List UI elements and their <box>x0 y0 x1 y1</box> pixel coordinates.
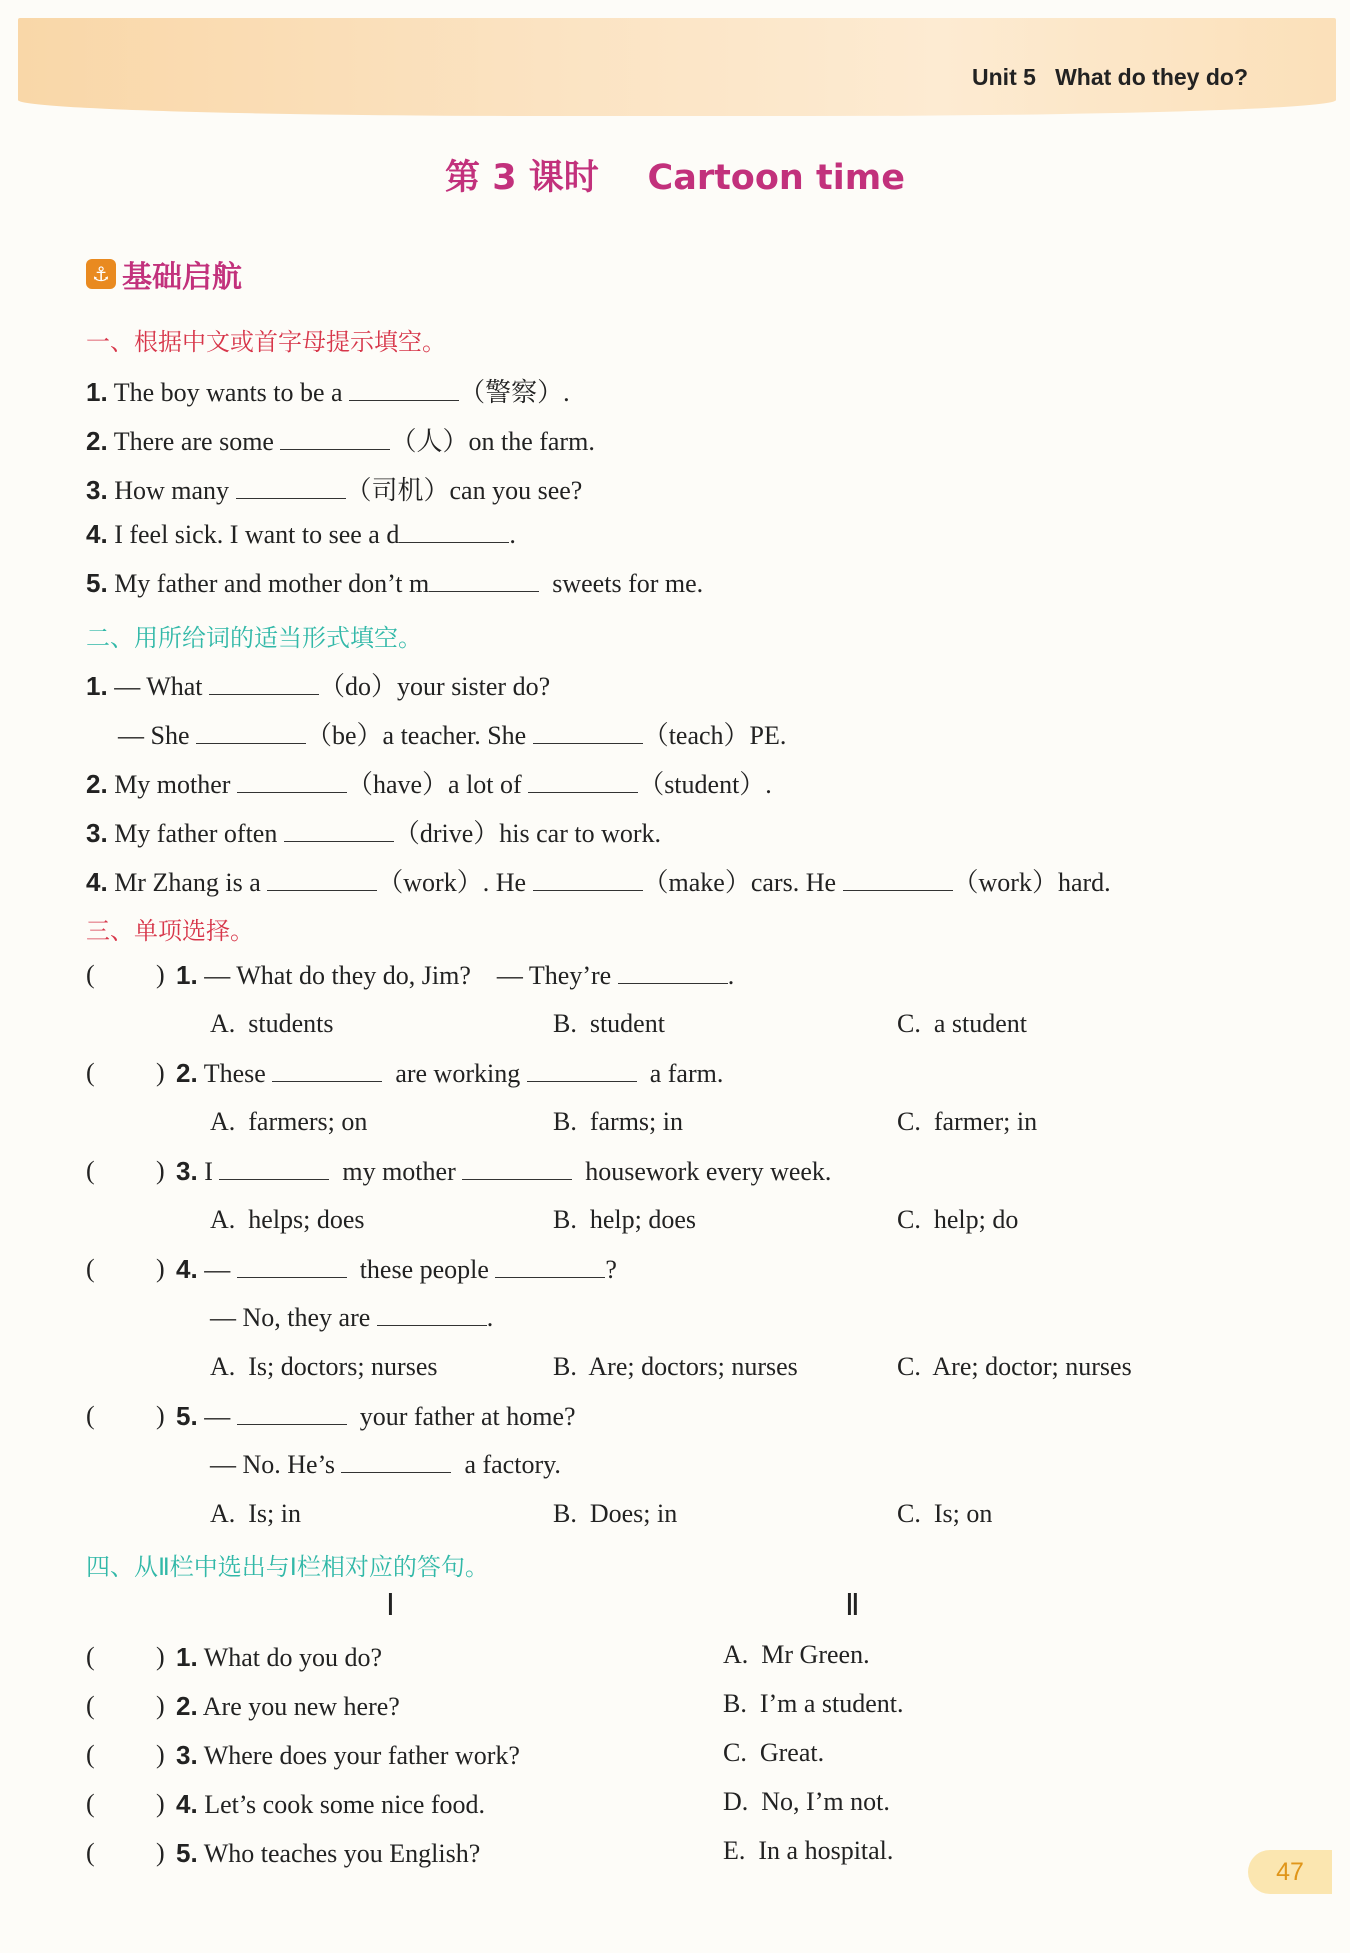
part1-title: 一、根据中文或首字母提示填空。 <box>86 328 446 356</box>
p3-q4-reply: — No, they are . <box>210 1303 494 1332</box>
answer-blank[interactable] <box>533 872 643 891</box>
answer-blank[interactable] <box>527 1063 637 1082</box>
p1-q5: 5. My father and mother don’t m sweets for me. <box>86 568 704 598</box>
answer-blank[interactable] <box>267 872 377 891</box>
p4-question-1: 1. What do you do? <box>176 1642 383 1672</box>
answer-blank[interactable] <box>237 1259 347 1278</box>
p3-q3: 3. I my mother housework every week. <box>176 1156 832 1186</box>
column-2-heading: Ⅱ <box>845 1589 860 1622</box>
p2-q1-reply: — She （be）a teacher. She （teach）PE. <box>118 721 787 750</box>
answer-blank[interactable] <box>349 382 459 401</box>
p3-q5-reply: — No. He’s a factory. <box>210 1450 561 1479</box>
p4-answer-e: E. In a hospital. <box>723 1836 894 1865</box>
unit-header <box>972 64 1248 91</box>
answer-paren-open[interactable]: ( <box>86 1740 95 1769</box>
p3-q2-option-c: C. farmer; in <box>897 1107 1038 1136</box>
p4-question-5: 5. Who teaches you English? <box>176 1838 481 1868</box>
answer-paren-close: ) <box>156 1691 165 1720</box>
p4-question-3: 3. Where does your father work? <box>176 1740 520 1770</box>
lesson-title: 第 3 课时 Cartoon time <box>445 158 905 198</box>
unit-label: Unit 5 <box>972 64 1036 90</box>
part2-title: 二、用所给词的适当形式填空。 <box>86 624 422 652</box>
answer-paren-close: ) <box>156 1254 165 1283</box>
anchor-icon: ⚓ <box>86 259 116 289</box>
column-1-heading: Ⅰ <box>386 1589 395 1622</box>
answer-paren-open[interactable]: ( <box>86 1838 95 1867</box>
answer-blank[interactable] <box>843 872 953 891</box>
p3-q5: 5. — your father at home? <box>176 1401 576 1431</box>
p4-question-2: 2. Are you new here? <box>176 1691 400 1721</box>
answer-blank[interactable] <box>341 1454 451 1473</box>
page-number: 47 <box>1248 1850 1332 1894</box>
answer-blank[interactable] <box>280 431 390 450</box>
answer-paren-close: ) <box>156 960 165 989</box>
answer-blank[interactable] <box>237 1406 347 1425</box>
answer-paren-close: ) <box>156 1838 165 1867</box>
answer-blank[interactable] <box>429 573 539 592</box>
answer-paren-open[interactable]: ( <box>86 1156 95 1185</box>
p3-q1-option-a: A. students <box>210 1009 334 1038</box>
answer-paren-close: ) <box>156 1642 165 1671</box>
p3-q4: 4. — these people ? <box>176 1254 617 1284</box>
p1-q3: 3. How many （司机）can you see? <box>86 475 583 505</box>
p2-q1: 1. — What （do）your sister do? <box>86 671 551 701</box>
p3-q5-option-c: C. Is; on <box>897 1499 993 1528</box>
answer-blank[interactable] <box>618 965 728 984</box>
p4-answer-d: D. No, I’m not. <box>723 1787 890 1816</box>
p3-q4-option-a: A. Is; doctors; nurses <box>210 1352 438 1381</box>
p1-q4: 4. I feel sick. I want to see a d . <box>86 519 516 549</box>
answer-paren-open[interactable]: ( <box>86 1401 95 1430</box>
p3-q3-option-c: C. help; do <box>897 1205 1019 1234</box>
answer-blank[interactable] <box>284 823 394 842</box>
p2-q3: 3. My father often （drive）his car to work. <box>86 818 662 848</box>
part4-title: 四、从Ⅱ栏中选出与Ⅰ栏相对应的答句。 <box>86 1553 489 1581</box>
p3-q2-option-b: B. farms; in <box>553 1107 683 1136</box>
p4-answer-c: C. Great. <box>723 1738 825 1767</box>
part3-title: 三、单项选择。 <box>86 917 254 945</box>
answer-blank[interactable] <box>196 725 306 744</box>
p3-q5-option-a: A. Is; in <box>210 1499 301 1528</box>
p3-q2: 2. These are working a farm. <box>176 1058 724 1088</box>
section-heading <box>86 252 242 296</box>
unit-title: What do they do? <box>1055 64 1248 90</box>
p1-q1: 1. The boy wants to be a （警察）. <box>86 377 570 407</box>
p3-q1: 1. — What do they do, Jim? — They’re . <box>176 960 735 990</box>
answer-blank[interactable] <box>495 1259 605 1278</box>
answer-paren-open[interactable]: ( <box>86 1642 95 1671</box>
answer-paren-close: ) <box>156 1156 165 1185</box>
answer-blank[interactable] <box>462 1161 572 1180</box>
answer-paren-open[interactable]: ( <box>86 1691 95 1720</box>
answer-paren-open[interactable]: ( <box>86 960 95 989</box>
p3-q3-option-a: A. helps; does <box>210 1205 365 1234</box>
p3-q4-option-b: B. Are; doctors; nurses <box>553 1352 798 1381</box>
p3-q4-option-c: C. Are; doctor; nurses <box>897 1352 1132 1381</box>
answer-paren-close: ) <box>156 1058 165 1087</box>
answer-blank[interactable] <box>236 480 346 499</box>
p4-answer-a: A. Mr Green. <box>723 1640 870 1669</box>
p2-q2: 2. My mother （have）a lot of （student）. <box>86 769 772 799</box>
p2-q4: 4. Mr Zhang is a （work）. He （make）cars. He （work）hard. <box>86 867 1111 897</box>
answer-blank[interactable] <box>237 774 347 793</box>
answer-paren-open[interactable]: ( <box>86 1058 95 1087</box>
answer-paren-close: ) <box>156 1740 165 1769</box>
answer-paren-close: ) <box>156 1401 165 1430</box>
p4-answer-b: B. I’m a student. <box>723 1689 904 1718</box>
section-title: 基础启航 <box>122 260 242 295</box>
p3-q2-option-a: A. farmers; on <box>210 1107 368 1136</box>
answer-blank[interactable] <box>272 1063 382 1082</box>
answer-paren-close: ) <box>156 1789 165 1818</box>
answer-blank[interactable] <box>377 1307 487 1326</box>
answer-blank[interactable] <box>533 725 643 744</box>
p1-q2: 2. There are some （人）on the farm. <box>86 426 595 456</box>
answer-blank[interactable] <box>399 524 509 543</box>
answer-blank[interactable] <box>219 1161 329 1180</box>
answer-blank[interactable] <box>209 676 319 695</box>
p3-q1-option-b: B. student <box>553 1009 665 1038</box>
p3-q3-option-b: B. help; does <box>553 1205 696 1234</box>
answer-paren-open[interactable]: ( <box>86 1789 95 1818</box>
p3-q5-option-b: B. Does; in <box>553 1499 678 1528</box>
answer-blank[interactable] <box>528 774 638 793</box>
p4-question-4: 4. Let’s cook some nice food. <box>176 1789 486 1819</box>
answer-paren-open[interactable]: ( <box>86 1254 95 1283</box>
p3-q1-option-c: C. a student <box>897 1009 1027 1038</box>
